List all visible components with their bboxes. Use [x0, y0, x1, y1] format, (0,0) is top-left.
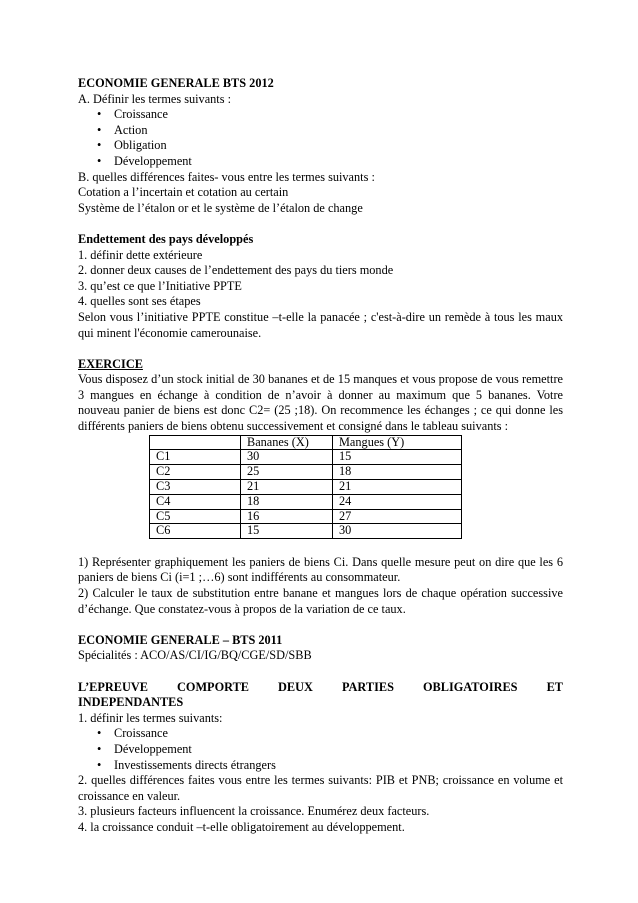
question-line: 4. quelles sont ses étapes	[78, 294, 201, 309]
table-cell: 27	[333, 509, 462, 524]
table-row	[150, 494, 462, 509]
table-cell: 21	[333, 480, 462, 495]
table-cell: C2	[150, 465, 241, 480]
heading-word: PARTIES	[341, 679, 394, 694]
table-row	[150, 480, 462, 495]
question-line: 2. quelles différences faites vous entre les termes suivants: PIB et PNB; croissance en volume et croissance en valeur.	[78, 773, 563, 803]
table-row	[150, 524, 462, 539]
table-cell: 24	[333, 494, 462, 509]
part-b-line: Cotation a l’incertain et cotation au certain	[78, 185, 289, 200]
epreuve-heading	[78, 680, 563, 696]
table-row	[150, 450, 462, 465]
bullet-icon: •	[97, 741, 102, 756]
exercice-paragraph: Vous disposez d’un stock initial de 30 bananes et de 15 manques et vous propose de vous remettre 3 mangues en échange à condition de n’avoir à donner au maximum que 5 bananes. Votre nouveau panier de biens est donc C2= (25 ;18). On recommence les échanges ; ce qui donne les différents paniers de biens obtenu successivement et consigné dans le tableau suivants :	[78, 372, 563, 434]
section-title-exercice: EXERCICE	[78, 356, 143, 371]
table-cell: 30	[333, 524, 462, 539]
table-cell: 21	[241, 480, 333, 495]
table-cell: C4	[150, 494, 241, 509]
table-cell: 18	[333, 465, 462, 480]
exercice-question-1: 1) Représenter graphiquement les paniers de biens Ci. Dans quelle mesure peut on dire que les 6 paniers de biens Ci (i=1 ;…6) sont indifférents au consommateur.	[78, 554, 563, 585]
table-cell: 30	[241, 450, 333, 465]
table-cell: 18	[241, 494, 333, 509]
section-title-endettement: Endettement des pays développés	[78, 231, 254, 246]
document-page	[78, 76, 563, 836]
question-line: 4. la croissance conduit –t-elle obligatoirement au développement.	[78, 819, 405, 834]
bullet-icon: •	[97, 726, 102, 741]
table-header-row	[150, 435, 462, 450]
list-item: • Croissance	[97, 107, 168, 122]
list-item: • Croissance	[97, 726, 168, 741]
exercice-question-2: 2) Calculer le taux de substitution entre banane et mangues lors de chaque opération successive d’échange. Que constatez-vous à propos de la variation de ce taux.	[78, 586, 563, 616]
heading-word: DEUX	[278, 679, 313, 694]
bullet-icon: •	[97, 122, 102, 137]
table-cell: C1	[150, 450, 241, 465]
table-header-cell	[150, 435, 241, 450]
table-cell: C5	[150, 509, 241, 524]
bullet-icon: •	[97, 153, 102, 168]
question-line: 1. définir les termes suivants:	[78, 710, 223, 725]
question-line: 3. plusieurs facteurs influencent la croissance. Enumérez deux facteurs.	[78, 804, 430, 819]
question-line: 3. qu’est ce que l’Initiative PPTE	[78, 278, 242, 293]
table-row	[150, 509, 462, 524]
table-cell: 16	[241, 509, 333, 524]
table-cell: 15	[333, 450, 462, 465]
bullet-icon: •	[97, 107, 102, 122]
table-cell: C3	[150, 480, 241, 495]
list-item: • Développement	[97, 741, 192, 756]
specialites-line: Spécialités : ACO/AS/CI/IG/BQ/CGE/SD/SBB	[78, 648, 312, 663]
heading-word: ET	[546, 679, 563, 694]
question-line: 2. donner deux causes de l’endettement des pays du tiers monde	[78, 263, 394, 278]
list-item: • Action	[97, 122, 148, 137]
section-title-bts-2011: ECONOMIE GENERALE – BTS 2011	[78, 632, 283, 647]
table-cell: 25	[241, 465, 333, 480]
table-header-cell: Mangues (Y)	[333, 435, 462, 450]
heading-word: L’EPREUVE	[78, 679, 148, 694]
heading-word: OBLIGATOIRES	[422, 679, 518, 694]
table-cell: C6	[150, 524, 241, 539]
terms-list	[78, 726, 563, 773]
part-b-intro: B. quelles différences faites- vous entre les termes suivants :	[78, 169, 375, 184]
bullet-icon: •	[97, 757, 102, 772]
table-cell: 15	[241, 524, 333, 539]
part-b-line: Système de l’étalon or et le système de l’étalon de change	[78, 200, 363, 215]
bullet-icon: •	[97, 138, 102, 153]
heading-word: COMPORTE	[177, 679, 249, 694]
table-row	[150, 465, 462, 480]
epreuve-heading-line-2: INDEPENDANTES	[78, 695, 184, 710]
question-line: 1. définir dette extérieure	[78, 247, 203, 262]
section-title-bts-2012: ECONOMIE GENERALE BTS 2012	[78, 76, 274, 90]
part-a-intro: A. Définir les termes suivants :	[78, 91, 231, 106]
baskets-table	[149, 435, 462, 540]
ppte-paragraph: Selon vous l’initiative PPTE constitue –t-elle la panacée ; c'est-à-dire un remède à tous les maux qui minent l'économie camerounaise.	[78, 309, 563, 340]
list-item: • Obligation	[97, 138, 167, 153]
list-item: • Investissements directs étrangers	[97, 757, 276, 772]
list-item: • Développement	[97, 153, 192, 168]
table-header-cell: Bananes (X)	[241, 435, 333, 450]
part-a-list	[78, 107, 563, 169]
